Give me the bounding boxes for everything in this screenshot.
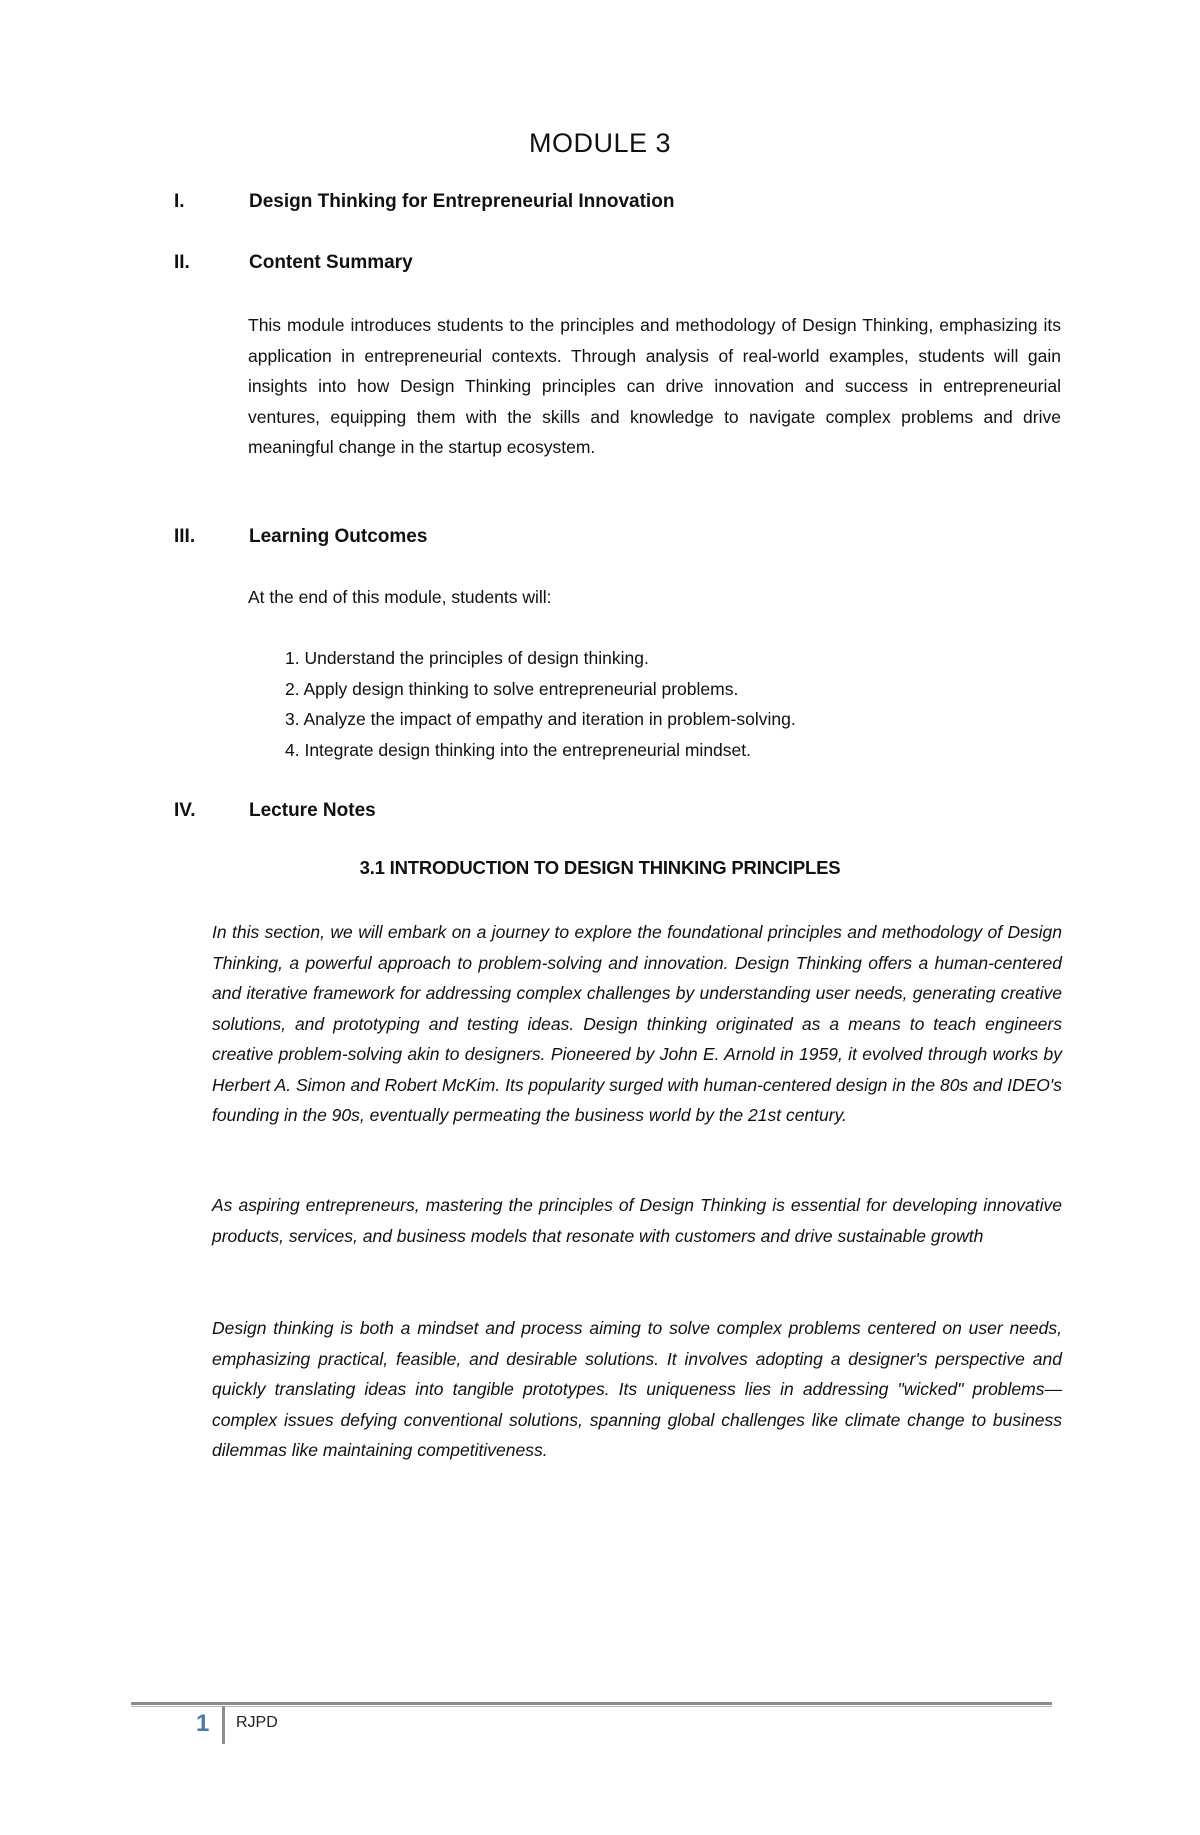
lecture-paragraph-1: In this section, we will embark on a journey to explore the foundational principles and methodology of Design Thinking, a powerful approach to problem-solving and innovation. Design Thinking offers a human-centered and iterative framework for addressing complex challenges by understanding user needs, generating creative solutions, and prototyping and testing ideas. Design thinking originated as a means to teach engineers creative problem-solving akin to designers. Pioneered by John E. Arnold in 1959, it evolved through works by Herbert A. Simon and Robert McKim. Its popularity surged with human-centered design in the 80s and IDEO's founding in the 90s, eventually permeating the business world by the 21st century. xyxy=(212,922,1062,1125)
section-heading-3 xyxy=(174,526,427,548)
section-title: Design Thinking for Entrepreneurial Innovation xyxy=(249,191,675,212)
subsection-title: 3.1 INTRODUCTION TO DESIGN THINKING PRINCIPLES xyxy=(359,857,841,878)
footer-text: RJPD xyxy=(236,1714,278,1731)
content-summary-paragraph: This module introduces students to the principles and methodology of Design Thinking, emphasizing its application in entrepreneurial contexts. Through analysis of real-world examples, students will gain insights into how Design Thinking principles can drive innovation and success in entrepreneurial ventures, equipping them with the skills and knowledge to navigate complex problems and drive meaningful change in the startup ecosystem. xyxy=(248,315,1061,457)
section-title: Learning Outcomes xyxy=(249,526,428,547)
section-title: Lecture Notes xyxy=(249,800,376,821)
footer-rule-thin xyxy=(131,1706,1052,1707)
section-numeral: I. xyxy=(174,191,185,212)
section-heading-4 xyxy=(174,800,376,822)
section-numeral: III. xyxy=(174,526,196,547)
footer-rule xyxy=(131,1702,1052,1705)
lecture-paragraph-3: Design thinking is both a mindset and process aiming to solve complex problems centered on user needs, emphasizing practical, feasible, and desirable solutions. It involves adopting a designer's perspective and quickly translating ideas into tangible prototypes. Its uniqueness lies in addressing "wicked" problems—complex issues defying conventional solutions, spanning global challenges like climate change to business dilemmas like maintaining competitiveness. xyxy=(212,1318,1062,1460)
learning-outcomes-intro: At the end of this module, students will: xyxy=(248,587,552,607)
section-heading-1 xyxy=(174,191,674,213)
section-numeral: II. xyxy=(174,252,190,273)
list-item: 3. Analyze the impact of empathy and iteration in problem-solving. xyxy=(285,709,796,729)
list-item: 2. Apply design thinking to solve entrepreneurial problems. xyxy=(285,678,739,699)
lecture-paragraph-2: As aspiring entrepreneurs, mastering the principles of Design Thinking is essential for developing innovative products, services, and business models that resonate with customers and drive sustainable growth xyxy=(212,1195,1062,1246)
list-item: 1. Understand the principles of design thinking. xyxy=(285,648,649,668)
module-title: MODULE 3 xyxy=(528,128,672,158)
section-heading-2 xyxy=(174,252,413,274)
section-numeral: IV. xyxy=(174,800,196,821)
list-item: 4. Integrate design thinking into the entrepreneurial mindset. xyxy=(285,739,751,760)
footer-divider xyxy=(222,1706,225,1744)
section-title: Content Summary xyxy=(249,252,413,273)
page-number: 1 xyxy=(196,1710,210,1737)
learning-outcomes-list xyxy=(285,643,796,765)
